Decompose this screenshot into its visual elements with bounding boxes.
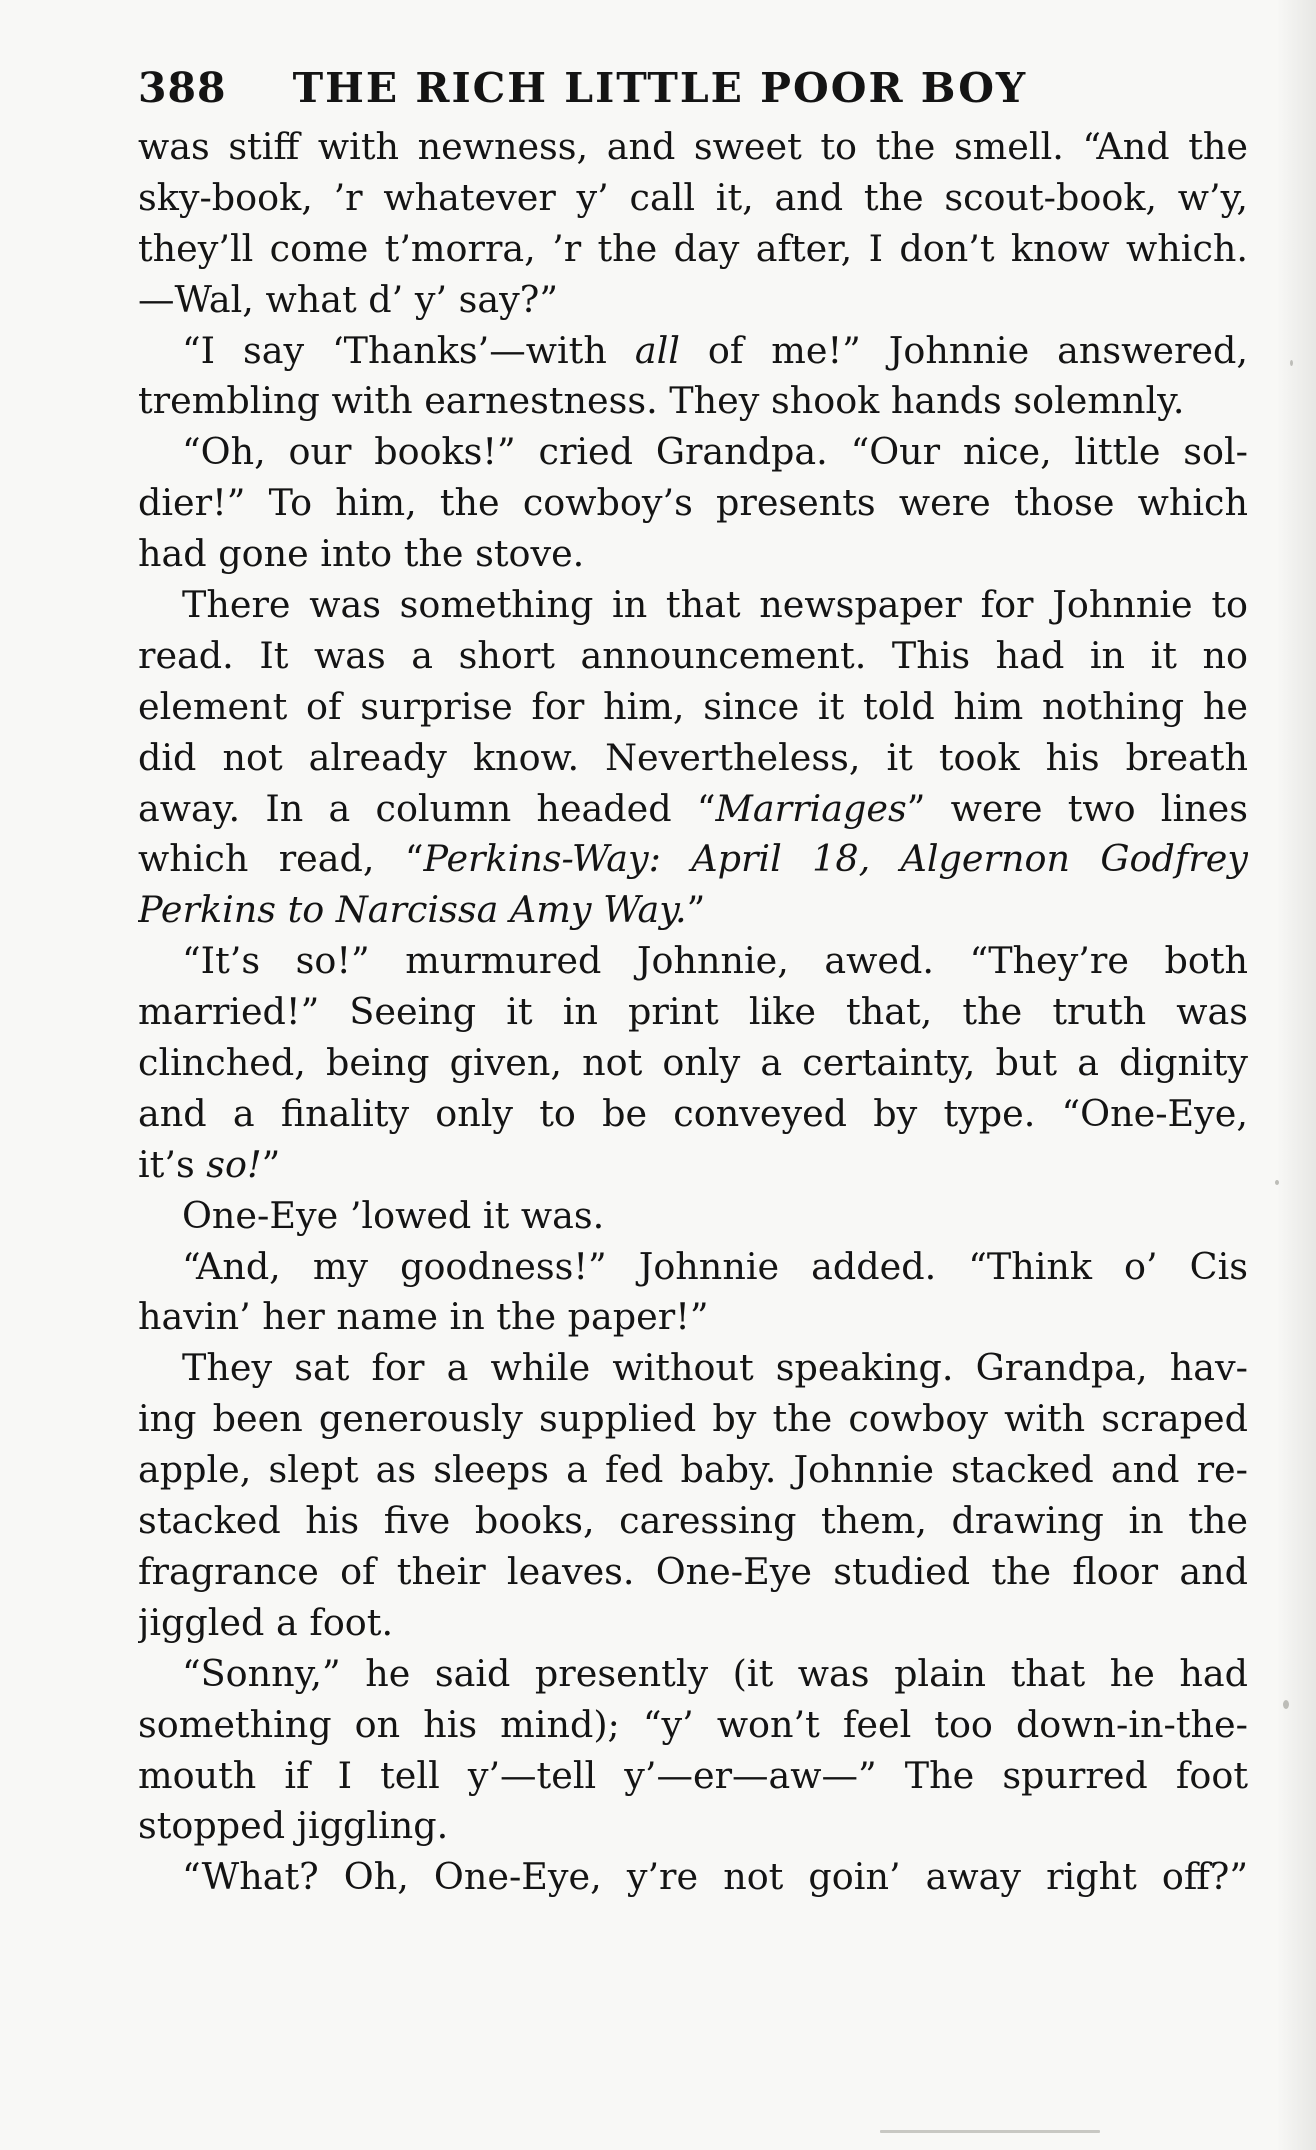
text-run: ”: [261, 1142, 281, 1186]
text-run: of me!” Johnnie answered,: [707, 328, 1248, 372]
text-run: which read, “: [138, 837, 424, 881]
text-run: “I say ‘Thanks’—with: [182, 328, 607, 372]
text-line: had gone into the stove.: [138, 532, 585, 576]
text-line: —Wal, what d’ y’ say?”: [138, 277, 558, 321]
book-page: [138, 64, 1248, 1903]
scan-speck: [1275, 1180, 1279, 1185]
text-line: something on his mind); “y’ won’t feel too down-in-the-: [138, 1702, 1248, 1746]
text-line: fragrance of their leaves. One-Eye studied the floor and: [138, 1549, 1248, 1593]
text-line: mouth if I tell y’—tell y’—er—aw—” The spurred foot: [138, 1753, 1248, 1797]
text-line: did not already know. Nevertheless, it took his breath: [138, 735, 1248, 779]
text-run: it’s: [138, 1142, 195, 1186]
text-line: havin’ her name in the paper!”: [138, 1295, 709, 1339]
text-run: away. In a column headed “: [138, 786, 716, 830]
text-line: “It’s so!” murmured Johnnie, awed. “They’re both: [182, 939, 1248, 983]
scan-speck: [1290, 360, 1293, 366]
scan-speck: [880, 2130, 1100, 2133]
text-line: They sat for a while without speaking. Grandpa, hav-: [182, 1346, 1248, 1390]
page-number: 388: [138, 64, 227, 112]
text-line: dier!” To him, the cowboy’s presents were those which: [138, 481, 1248, 525]
text-line: read. It was a short announcement. This had in it no: [138, 633, 1248, 677]
text-line: element of surprise for him, since it told him nothing he: [138, 684, 1248, 728]
text-line: “And, my goodness!” Johnnie added. “Think o’ Cis: [182, 1244, 1248, 1288]
text-line: was stiff with newness, and sweet to the smell. “And the: [138, 125, 1248, 168]
text-line: and a finality only to be conveyed by type. “One-Eye,: [138, 1091, 1248, 1135]
italic-run: all: [634, 328, 680, 372]
text-run: ” were two lines: [906, 786, 1248, 830]
running-title: THE RICH LITTLE POOR BOY: [292, 64, 1028, 112]
text-line: married!” Seeing it in print like that, the truth was: [138, 990, 1248, 1034]
text-line: apple, slept as sleeps a fed baby. Johnnie stacked and re-: [138, 1448, 1248, 1492]
text-line: stacked his five books, caressing them, drawing in the: [138, 1499, 1248, 1543]
text-line: [138, 784, 1248, 835]
text-line: trembling with earnestness. They shook hands solemnly.: [138, 379, 1185, 423]
text-line: [138, 834, 1248, 885]
text-run: ”: [686, 888, 706, 932]
text-line: [138, 326, 1248, 377]
text-line: “What? Oh, One-Eye, y’re not goin’ away right off?”: [182, 1855, 1248, 1899]
text-line: [138, 885, 1248, 936]
text-line: “Sonny,” he said presently (it was plain that he had: [182, 1651, 1248, 1695]
body-text: [138, 122, 1248, 1903]
text-line: jiggled a foot.: [138, 1600, 394, 1644]
text-line: One-Eye ’lowed it was.: [182, 1193, 605, 1237]
text-line: clinched, being given, not only a certainty, but a dignity: [138, 1041, 1248, 1085]
text-line: stopped jiggling.: [138, 1804, 449, 1848]
italic-run: Perkins to Narcissa Amy Way.: [138, 888, 687, 932]
text-line: There was something in that newspaper for Johnnie to: [182, 583, 1248, 627]
running-head: [138, 64, 1248, 120]
scan-speck: [1283, 1700, 1289, 1709]
text-line: sky-book, ’r whatever y’ call it, and the scout-book, w’y,: [138, 175, 1248, 219]
text-line: “Oh, our books!” cried Grandpa. “Our nice, little sol-: [182, 430, 1248, 474]
text-line: [138, 1140, 1248, 1191]
italic-run: so!: [206, 1142, 262, 1186]
text-line: ing been generously supplied by the cowboy with scraped: [138, 1397, 1248, 1441]
italic-run: Perkins-Way: April 18, Algernon Godfrey: [423, 837, 1248, 881]
italic-run: Marriages: [715, 786, 907, 830]
page-edge-shadow: [1276, 0, 1316, 2150]
text-line: they’ll come t’morra, ’r the day after, I don’t know which.: [138, 226, 1248, 270]
